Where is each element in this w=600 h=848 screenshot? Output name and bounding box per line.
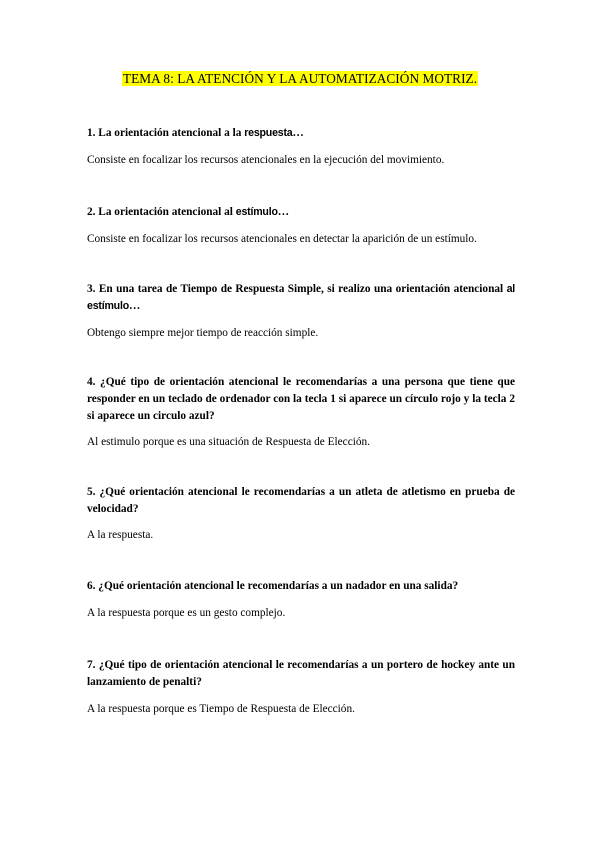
question-2-emphasis: estímulo	[235, 206, 278, 218]
question-block-6	[87, 578, 515, 621]
answer-3: Obtengo siempre mejor tiempo de reacción simple.	[87, 327, 319, 339]
question-block-2	[87, 204, 515, 247]
question-block-5	[87, 484, 515, 543]
question-block-4	[87, 374, 515, 450]
question-1-emphasis: respuesta	[244, 127, 293, 139]
answer-5: A la respuesta.	[87, 529, 154, 541]
question-4: 4. ¿Qué tipo de orientación atencional le recomendarías a una persona que tiene que responder en un teclado de ordenador con la tecla 1 si aparece un círculo rojo y la tecla 2 si aparece un circulo azul?	[87, 376, 515, 422]
question-block-1	[87, 125, 515, 168]
question-1-text: 1. La orientación atencional a la	[87, 127, 245, 139]
question-block-7	[87, 657, 515, 717]
question-7: 7. ¿Qué tipo de orientación atencional le recomendarías a un portero de hockey ante un lanzamiento de penalti?	[87, 659, 515, 688]
question-3	[87, 281, 515, 315]
document-title-row	[0, 70, 600, 88]
question-6: 6. ¿Qué orientación atencional le recomendarías a un nadador en una salida?	[87, 580, 459, 592]
question-3-text: 3. En una tarea de Tiempo de Respuesta Simple, si realizo una orientación atencional	[87, 283, 507, 295]
answer-6: A la respuesta porque es un gesto complejo.	[87, 607, 286, 619]
answer-7: A la respuesta porque es Tiempo de Respuesta de Elección.	[87, 703, 355, 715]
answer-2: Consiste en focalizar los recursos atencionales en detectar la aparición de un estímulo.	[87, 233, 477, 245]
question-1-ellipsis: …	[292, 127, 304, 139]
question-2-text: 2. La orientación atencional al	[87, 206, 236, 218]
answer-1: Consiste en focalizar los recursos atencionales en la ejecución del movimiento.	[87, 154, 445, 166]
question-3-emphasis: al estímulo	[87, 283, 515, 312]
question-3-ellipsis: …	[128, 300, 141, 312]
question-block-3	[87, 281, 515, 341]
question-2-ellipsis: …	[277, 206, 290, 218]
answer-4: Al estimulo porque es una situación de Respuesta de Elección.	[87, 436, 370, 448]
question-2	[87, 204, 515, 221]
document-title: TEMA 8: LA ATENCIÓN Y LA AUTOMATIZACIÓN MOTRIZ.	[122, 71, 478, 86]
question-5: 5. ¿Qué orientación atencional le recomendarías a un atleta de atletismo en prueba de velocidad?	[87, 486, 515, 515]
question-1	[87, 125, 515, 142]
